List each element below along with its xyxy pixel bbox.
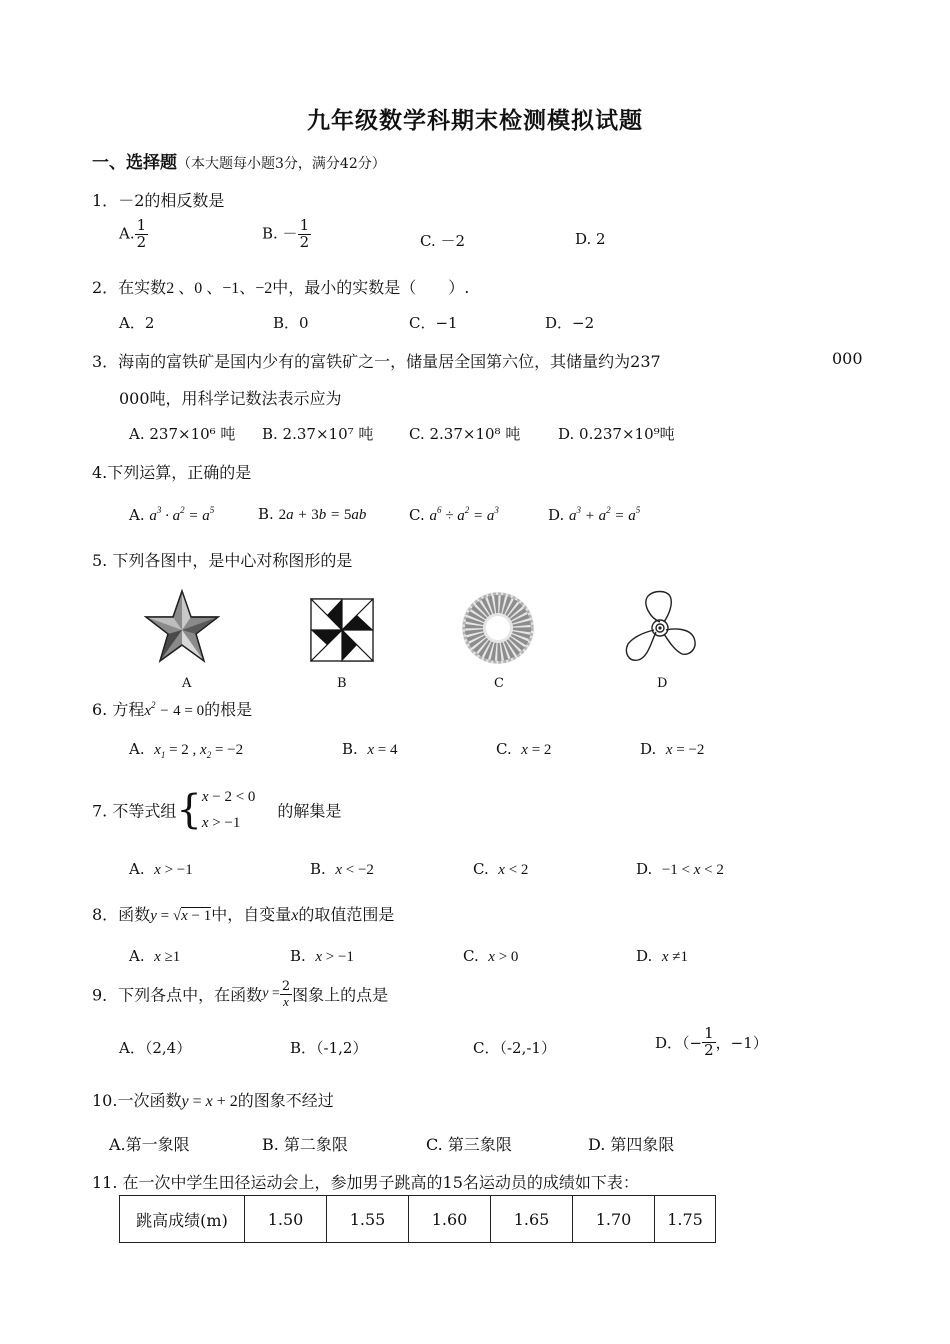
- q7-option-d-expr: −1 < x < 2: [661, 862, 724, 878]
- q2-text-1: 2．在实数: [92, 278, 167, 297]
- q9-numerator: 2: [281, 979, 291, 994]
- q4-option-a-label: A.: [129, 506, 145, 524]
- q8-function: y = √x − 1: [150, 908, 212, 924]
- q10-option-d: D. 第四象限: [588, 1135, 675, 1154]
- q2-option-a: A．2: [119, 314, 155, 332]
- q7-option-d-label: D.: [636, 860, 653, 878]
- q8-option-a-label: A.: [129, 947, 145, 965]
- q7-option-d: [636, 860, 724, 879]
- q4-option-b-expr: 2a + 3b = 5ab: [278, 507, 367, 523]
- q1-option-b-fraction: [298, 218, 312, 251]
- q8-text-2: 中，自变量: [211, 905, 292, 924]
- q7-brace: {: [176, 787, 202, 833]
- q3-line-1: 3．海南的富铁矿是国内少有的富铁矿之一，储量居全国第六位，其储量约为237: [92, 352, 661, 371]
- q6-option-a-expr: $x_1 = 2$ , $x_2 = -2$: [154, 742, 244, 760]
- table-cell: 1.70: [573, 1196, 655, 1243]
- q8-option-d-label: D.: [636, 947, 653, 965]
- q10-option-b: B. 第二象限: [262, 1135, 348, 1154]
- q2-option-b: B．0: [273, 314, 309, 332]
- q1-option-b: [262, 218, 311, 251]
- q2-option-c: C．−1: [409, 314, 458, 332]
- q1-option-b-label: B. －: [262, 224, 298, 243]
- q2-option-d: D．−2: [545, 314, 595, 332]
- q6-option-a-label: A.: [129, 740, 145, 758]
- q9-option-d-suffix: ，−1）: [715, 1033, 768, 1052]
- q10-text-2: 的图象不经过: [237, 1091, 334, 1110]
- table-cell: 1.65: [491, 1196, 573, 1243]
- q9d-numerator: 1: [704, 1024, 714, 1042]
- figure-label-d: D: [657, 676, 668, 691]
- q8-text-1: 8．函数: [92, 905, 151, 924]
- q7-option-b: [310, 860, 374, 879]
- star-icon: [144, 588, 220, 670]
- q4-option-a: [129, 505, 214, 525]
- q3-option-c: C. 2.37×10⁸ 吨: [409, 425, 521, 443]
- q1-option-a-label: A.: [119, 224, 135, 243]
- q8-variable: x: [291, 907, 299, 924]
- q7-option-c-expr: x < 2: [498, 862, 529, 878]
- q6-option-b: [342, 740, 397, 759]
- page-title: 九年级数学科期末检测模拟试题: [307, 107, 643, 134]
- q9-text-2: 图象上的点是: [292, 985, 389, 1005]
- q10-function: y = x + 2: [181, 1093, 238, 1110]
- q10-option-a: A.第一象限: [109, 1135, 190, 1154]
- q6-equation: $x^2 - 4 = 0$: [144, 700, 205, 719]
- q1-option-a-fraction: [135, 218, 149, 251]
- pinwheel-icon: [310, 598, 374, 662]
- q4-option-b: [258, 505, 366, 524]
- table-header-cell: 跳高成绩(m): [120, 1196, 245, 1243]
- q6-option-b-label: B.: [342, 740, 358, 758]
- q4-option-c-expr: $a^6 \div a^2 = a^3$: [429, 505, 499, 524]
- q3-option-d: D. 0.237×10⁹吨: [558, 425, 675, 443]
- q9-option-c: C．（-2,-1）: [473, 1039, 556, 1057]
- q6-option-a: [129, 740, 243, 760]
- q7-option-b-expr: x < −2: [335, 862, 374, 878]
- q4-option-c: [409, 505, 499, 525]
- q9-function-fraction: [280, 980, 292, 1008]
- q1b-denominator: 2: [299, 232, 310, 251]
- q8-option-c-label: C.: [463, 947, 479, 965]
- section-note: （本大题每小题3分，满分42分）: [177, 156, 386, 172]
- table-cell: 1.55: [327, 1196, 409, 1243]
- figure-label-b: B: [337, 676, 347, 691]
- q9-option-a: A．（2,4）: [119, 1039, 192, 1057]
- q6-option-d: [640, 740, 704, 759]
- q4-option-d: [548, 505, 640, 525]
- table-row: [120, 1196, 716, 1243]
- q8-option-b-expr: x > −1: [315, 949, 354, 965]
- q8-option-a: [129, 947, 180, 966]
- q7-system: x − 2 < 0 x > −1: [201, 789, 256, 831]
- q3-line-1-tail: 000: [832, 349, 863, 368]
- q7-text-2: 的解集是: [277, 801, 342, 821]
- q2-values: 2 、0 、−1、−2: [166, 280, 273, 297]
- q7-option-c: [473, 860, 528, 879]
- q9-function-lhs: y =: [262, 986, 280, 1002]
- q1-option-a: [119, 218, 148, 251]
- q6-option-c-label: C.: [496, 740, 512, 758]
- q6-option-c: [496, 740, 551, 759]
- question-6: [92, 697, 252, 720]
- q8-option-c-expr: x > 0: [488, 949, 519, 965]
- q6-option-b-expr: x = 4: [367, 742, 398, 758]
- q10-text-1: 10.一次函数: [92, 1091, 182, 1110]
- q7-option-b-label: B.: [310, 860, 326, 878]
- q1b-numerator: 1: [299, 216, 310, 234]
- q1a-numerator: 1: [136, 216, 147, 234]
- q8-option-c: [463, 947, 518, 966]
- question-10: [92, 1088, 334, 1111]
- q6-text-1: 6. 方程: [92, 700, 145, 719]
- q8-option-a-expr: x ≥1: [154, 949, 181, 965]
- table-cell: 1.75: [655, 1196, 716, 1243]
- q1-option-c: C. －2: [420, 232, 466, 250]
- question-8: [92, 902, 394, 925]
- figure-label-c: C: [494, 676, 504, 691]
- q8-text-3: 的取值范围是: [298, 905, 395, 924]
- q1a-denominator: 2: [136, 232, 147, 251]
- section-heading: [92, 148, 386, 173]
- sunburst-icon: [460, 590, 536, 666]
- q8-option-d-expr: x ≠1: [661, 949, 688, 965]
- q7-text-1: 7. 不等式组: [92, 801, 177, 821]
- q6-option-d-label: D.: [640, 740, 657, 758]
- figure-label-a: A: [182, 676, 192, 691]
- q4-option-c-label: C.: [409, 506, 425, 524]
- q2-text-2: 中，最小的实数是（ ）.: [272, 278, 470, 297]
- q7-option-c-label: C.: [473, 860, 489, 878]
- q7-option-a-label: A.: [129, 860, 145, 878]
- q3-option-a: A. 237×10⁶ 吨: [129, 425, 236, 443]
- q9-option-d-prefix: D．（−: [655, 1033, 703, 1052]
- q8-option-d: [636, 947, 688, 966]
- q9-option-d-fraction: [702, 1026, 716, 1059]
- table-cell: 1.60: [409, 1196, 491, 1243]
- q9-option-d: [655, 1026, 768, 1059]
- q7-option-a-expr: x > −1: [154, 862, 193, 878]
- question-7: [92, 784, 341, 836]
- q1-option-d: D. 2: [575, 230, 606, 248]
- q8-option-b-label: B.: [290, 947, 306, 965]
- q6-text-2: 的根是: [204, 700, 253, 719]
- q1-expr: －2: [118, 191, 145, 210]
- q3-option-b: B. 2.37×10⁷ 吨: [262, 425, 374, 443]
- table-cell: 1.50: [245, 1196, 327, 1243]
- scores-table: [119, 1195, 716, 1243]
- question-4: 4.下列运算，正确的是: [92, 463, 252, 482]
- question-1: [92, 188, 224, 211]
- q9-option-b: B．（-1,2）: [290, 1039, 368, 1057]
- q7-option-a: [129, 860, 193, 879]
- question-11: 11. 在一次中学生田径运动会上，参加男子跳高的15名运动员的成绩如下表：: [92, 1173, 639, 1192]
- q9-text-1: 9．下列各点中，在函数: [92, 985, 263, 1005]
- fan-icon: [620, 588, 700, 670]
- q4-option-a-expr: $a^3 \cdot a^2 = a^5$: [149, 505, 215, 524]
- q1-number: 1．: [92, 191, 119, 210]
- section-title: 一、选择题: [92, 153, 177, 173]
- q10-option-c: C. 第三象限: [426, 1135, 512, 1154]
- question-9: [92, 980, 388, 1008]
- question-5: 5. 下列各图中，是中心对称图形的是: [92, 551, 353, 570]
- q9-denominator: x: [283, 993, 289, 1009]
- q3-line-2: 000吨，用科学记数法表示应为: [119, 389, 342, 408]
- q4-option-d-label: D.: [548, 506, 565, 524]
- q8-option-b: [290, 947, 354, 966]
- q4-option-b-label: B.: [258, 505, 274, 523]
- q1-text: 的相反数是: [144, 191, 225, 210]
- q9d-denominator: 2: [704, 1040, 714, 1059]
- question-2: [92, 275, 469, 298]
- q6-option-d-expr: x = −2: [665, 742, 705, 758]
- q4-option-d-expr: $a^3 + a^2 = a^5$: [569, 505, 641, 524]
- q6-option-c-expr: x = 2: [521, 742, 552, 758]
